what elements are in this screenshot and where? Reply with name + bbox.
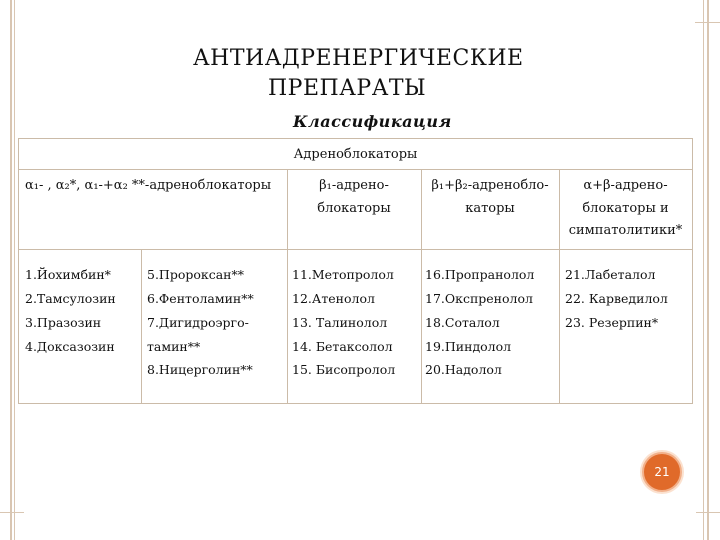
frame-corner-bottom-right: [696, 512, 720, 513]
column-header-alphabeta-line2: блокаторы и: [582, 201, 669, 216]
column-header-alpha: α₁- , α₂*, α₁-+α₂ **-адреноблокаторы: [25, 178, 272, 193]
list-item: 7.Дигидроэрго-: [147, 315, 249, 330]
group-header: Адреноблокаторы: [293, 147, 418, 162]
list-item: 13. Талинолол: [292, 315, 388, 330]
list-item: 6.Фентоламин**: [147, 291, 254, 306]
list-item: 2.Тамсулозин: [25, 291, 116, 306]
list-item: 5.Пророксан**: [147, 267, 244, 282]
list-item: 4.Доксазозин: [25, 339, 115, 354]
column-header-beta12-line2: каторы: [465, 201, 515, 216]
column-header-divider: [19, 249, 692, 250]
list-item: 17.Окспренолол: [425, 291, 533, 306]
list-item: 8.Ницерголин**: [147, 362, 253, 377]
list-item: 19.Пиндолол: [425, 339, 512, 354]
list-item: 18.Соталол: [425, 315, 500, 330]
list-item: 11.Метопролол: [292, 267, 394, 282]
column-header-beta1-line2: блокаторы: [317, 201, 391, 216]
list-item: 22. Карведилол: [565, 291, 668, 306]
slide-title-line-1: АНТИАДРЕНЕРГИЧЕСКИЕ: [193, 46, 524, 71]
column-header-beta1-line1: β₁-адрено-: [319, 178, 389, 193]
list-item: 15. Бисопролол: [292, 362, 396, 377]
list-item: 14. Бетаксолол: [292, 339, 393, 354]
frame-corner-bottom-left: [0, 512, 24, 513]
list-item: 16.Пропранолол: [425, 267, 535, 282]
slide-title-line-2: ПРЕПАРАТЫ: [268, 76, 427, 101]
list-item: 20.Надолол: [425, 362, 502, 377]
classification-table: [18, 138, 693, 404]
col-divider-subcol: [141, 249, 142, 403]
list-item: 3.Празозин: [25, 315, 102, 330]
list-item: 23. Резерпин*: [565, 315, 659, 330]
slide-title: [0, 44, 720, 104]
list-item: тамин**: [147, 339, 201, 354]
frame-top-corner: [695, 0, 720, 23]
page-number-badge: 21: [642, 452, 682, 492]
slide-subtitle: Классификация: [293, 112, 452, 131]
column-header-beta12-line1: β₁+β₂-адреноблo-: [431, 178, 549, 193]
list-item: 1.Йохимбин*: [25, 267, 111, 282]
column-header-alphabeta-line3: симпатолитики*: [568, 223, 683, 238]
column-header-alphabeta-line1: α+β-адрено-: [583, 178, 668, 193]
header-divider: [19, 169, 692, 170]
list-item: 12.Атенолол: [292, 291, 375, 306]
list-item: 21.Лабеталол: [565, 267, 656, 282]
